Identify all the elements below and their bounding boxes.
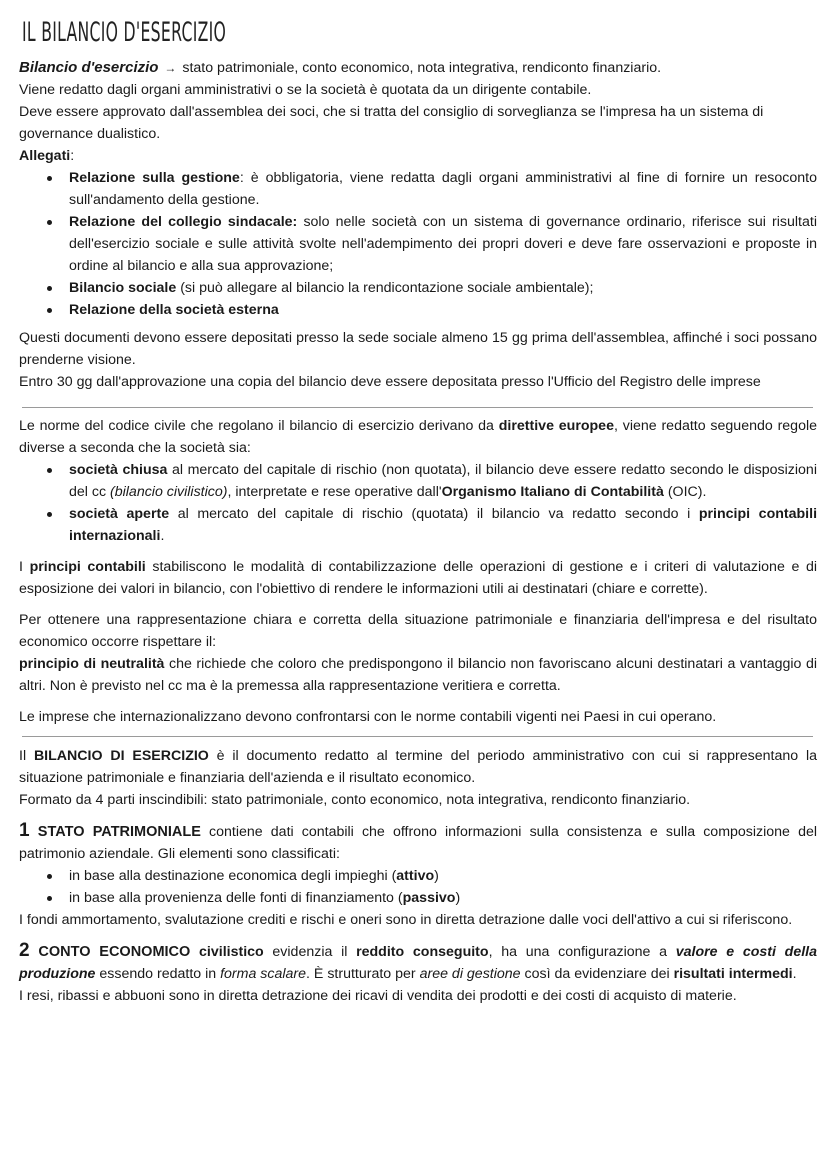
stato-patrimoniale-paragraph: 1 STATO PATRIMONIALE contiene dati contabili che offrono informazioni sulla consistenza e sulla composizione del patrimonio aziendale. Gli elementi sono classificati: [19, 820, 818, 862]
conto-economico-note: I resi, ribassi e abbuoni sono in diretta detrazione dei ricavi di vendita dei prodotti e dei costi di acquisto di materie. [19, 988, 737, 1004]
norme-list [19, 459, 817, 547]
allegati-list [19, 167, 817, 321]
definizione-paragraph: Il BILANCIO DI ESERCIZIO è il documento redatto al termine del periodo amministrativo con cui si rappresentano la situazione patrimoniale e finanziaria dell'azienda e il risultato economico. [19, 748, 817, 786]
neutralita-intro: Per ottenere una rappresentazione chiara e corretta della situazione patrimoniale e finanziaria dell'impresa e del risultato economico occorre rispettare il: [19, 612, 817, 650]
neutralita-paragraph: principio di neutralità che richiede che coloro che predispongono il bilancio non favoriscano alcuni destinatari a vantaggio di altri. Non è previsto nel cc ma è la premessa alla rappresentazione veritiera e corretta. [19, 656, 817, 694]
list-item: in base alla provenienza delle fonti di finanziamento (passivo) [69, 887, 817, 909]
list-item: Relazione della società esterna [69, 299, 817, 321]
conto-economico-paragraph: 2 CONTO ECONOMICO civilistico evidenzia il reddito conseguito, ha una configurazione a valore e costi della produzione essendo redatto in forma scalare. È strutturato per aree di gestione così da evidenziare dei risultati intermedi. [19, 940, 818, 982]
list-item: Relazione del collegio sindacale: solo nelle società con un sistema di governance ordinario, riferisce sui risultati dell'esercizio sociale e sulle attività svolte nell'adempimento dei propri doveri e deve fare osservazioni e proposte in ordine al bilancio e alla sua approvazione; [69, 211, 817, 277]
deposito-paragraph-1: Questi documenti devono essere depositati presso la sede sociale almeno 15 gg prima dell'assemblea, affinché i soci possano prenderne visione. [19, 330, 817, 368]
intro-line-3: Deve essere approvato dall'assemblea dei soci, che si tratta del consiglio di sorveglianza se l'impresa ha un sistema di governance dualistico. [19, 104, 764, 142]
lead-term: Bilancio d'esercizio [19, 59, 159, 76]
list-item: Bilancio sociale (si può allegare al bilancio la rendicontazione sociale ambientale); [69, 277, 817, 299]
deposito-paragraph-2: Entro 30 gg dall'approvazione una copia del bilancio deve essere depositata presso l'Ufficio del Registro delle imprese [19, 374, 761, 390]
intro-lead: Bilancio d'esercizio → stato patrimoniale, conto economico, nota integrativa, rendiconto finanziario. [19, 59, 662, 76]
page-title: IL BILANCIO D'ESERCIZIO [22, 17, 227, 48]
list-item: società aperte al mercato del capitale di rischio (quotata) il bilancio va redatto secondo i principi contabili internazionali. [69, 503, 817, 547]
stato-patrimoniale-list [19, 865, 817, 909]
norme-paragraph: Le norme del codice civile che regolano il bilancio di esercizio derivano da direttive europee, viene redatto seguendo regole diverse a seconda che la società sia: [19, 418, 818, 456]
principi-paragraph: I principi contabili stabiliscono le modalità di contabilizzazione delle operazioni di gestione e i criteri di valutazione e di esposizione dei valori in bilancio, con l'obiettivo di rendere le informazioni utili ai destinatari (chiare e corrette). [19, 559, 817, 597]
allegati-label: Allegati: [19, 148, 75, 164]
list-item: in base alla destinazione economica degli impieghi (attivo) [69, 865, 817, 887]
definizione-parti: Formato da 4 parti inscindibili: stato patrimoniale, conto economico, nota integrativa, rendiconto finanziario. [19, 792, 691, 808]
intro-line-2: Viene redatto dagli organi amministrativi o se la società è quotata da un dirigente contabile. [19, 82, 592, 98]
document-page [19, 0, 817, 1007]
arrow-right-icon: → [164, 61, 177, 75]
list-item: società chiusa al mercato del capitale di rischio (non quotata), il bilancio deve essere redatto secondo le disposizioni del cc (bilancio civilistico), interpretate e rese operative dall'Organismo Italiano di Contabilità (OIC). [69, 459, 817, 503]
list-item: Relazione sulla gestione: è obbligatoria, viene redatta dagli organi amministrativi al fine di fornire un resoconto sull'andamento della gestione. [69, 167, 817, 211]
internazionali-paragraph: Le imprese che internazionalizzano devono confrontarsi con le norme contabili vigenti nei Paesi in cui operano. [19, 709, 717, 725]
stato-patrimoniale-note: I fondi ammortamento, svalutazione crediti e rischi e oneri sono in diretta detrazione dalle voci dell'attivo a cui si riferiscono. [19, 912, 793, 928]
